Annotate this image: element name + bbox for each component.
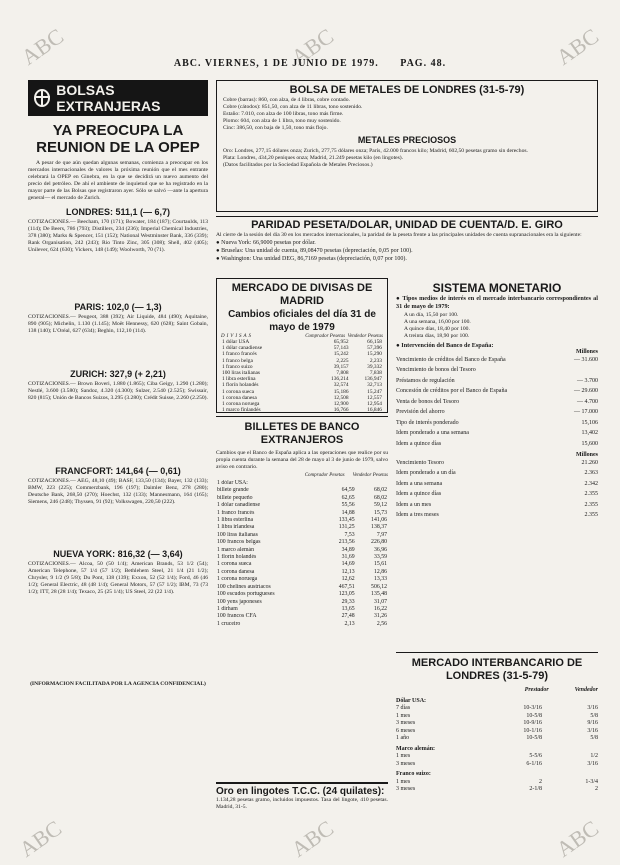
divisas-currency: 1 dólar canadiense <box>222 345 263 352</box>
divisas-currency: 1 florín holandés <box>222 382 259 389</box>
billetes-currency: 100 francos belgas <box>217 539 261 546</box>
billetes-sell: 33,59 <box>373 554 387 561</box>
intervencion-value: — 3.700 <box>577 377 598 384</box>
divisas-currency: 1 libra esterlina <box>222 376 256 383</box>
divisas-currency: 1 franco belga <box>222 357 253 364</box>
intervencion-value: 2.355 <box>584 512 598 518</box>
billetes-currency: billete grande <box>217 487 249 494</box>
intervencion-value: 15,600 <box>581 440 598 447</box>
billetes-sell: 141,06 <box>371 517 387 524</box>
billetes-sell <box>356 480 388 487</box>
intervencion-row <box>396 481 598 489</box>
divisas-buy: 2,225 <box>336 357 349 364</box>
billetes-row <box>216 591 388 598</box>
billetes-buy: 14,88 <box>341 509 355 516</box>
billetes-currency: 1 dólar canadiense <box>217 502 261 509</box>
running-head <box>0 58 620 69</box>
market-title-new-york: NUEVA YORK: 816,32 (— 3,64) <box>53 549 183 559</box>
billetes-buy: 14,69 <box>341 561 355 568</box>
divisas-currency: 100 liras italianas <box>222 370 261 377</box>
divisas-buy: 16,766 <box>333 407 349 413</box>
billetes-sell: 2,56 <box>376 620 387 627</box>
divisas-sell: 32,713 <box>367 382 382 389</box>
billetes-currency: 1 cruceiro <box>217 620 241 627</box>
billetes-row <box>216 599 388 606</box>
billetes-sell: 31,26 <box>373 613 387 620</box>
metales-box <box>216 80 598 212</box>
intervencion-value: — 31.600 <box>574 356 598 363</box>
interbancario-row <box>396 705 598 713</box>
market-title-frankfurt: FRANCFORT: 141,64 (— 0,61) <box>55 466 181 476</box>
interbancario-buy: 6-1/16 <box>526 760 542 767</box>
interbancario-term: 1 mes <box>396 712 411 719</box>
watermark-top-right: ABC <box>551 23 604 70</box>
interbancario-buy: 10-9/16 <box>523 720 542 726</box>
billetes-sell: 16,22 <box>373 605 387 612</box>
tipo-item: A treinta días, 18,90 por 100. <box>404 333 470 339</box>
watermark-top-center: ABC <box>286 23 339 70</box>
divisas-sell: 57,396 <box>367 345 382 352</box>
interbancario-sell: 1-3/4 <box>585 778 598 785</box>
intervencion-row <box>396 502 598 510</box>
divisas-buy: 57,143 <box>333 345 349 352</box>
interbancario-col-buy: Prestador <box>524 687 549 693</box>
billetes-row <box>216 576 388 583</box>
intervencion-label: Idem a tres meses <box>396 512 439 518</box>
divisas-buy: 12,900 <box>333 401 349 408</box>
divisas-buy: 15,242 <box>333 351 349 358</box>
billetes-buy: 12,13 <box>341 568 355 575</box>
divisas-col-buy: Comprador Pesetas <box>305 334 346 339</box>
tipos-list <box>396 312 598 340</box>
billetes-buy: 62,65 <box>341 494 355 501</box>
interbancario-sell: 9/16 <box>587 720 598 726</box>
billetes-row <box>216 554 388 561</box>
billetes-buy: 29,33 <box>341 598 355 605</box>
billetes-row <box>216 480 388 487</box>
metales-line-5: Cinc: 386,50, con baja de 1,50, tono más flojo. <box>223 125 328 131</box>
intervencion-row <box>396 430 598 438</box>
billetes-currency: billete pequeño <box>217 494 253 501</box>
interbancario-section <box>396 652 598 832</box>
tipo-item: A un día, 15,50 por 100. <box>404 312 459 318</box>
intervencion-value: — 17.000 <box>574 409 598 415</box>
metales-line-3: Estaño: 7.010, con alza de 100 libras, tono más firme. <box>223 111 344 117</box>
divisas-currency: 1 franco francés <box>222 351 257 358</box>
watermark-top-left: ABC <box>16 23 69 70</box>
intervencion-value: — 29.600 <box>574 388 598 394</box>
interbancario-sell: 3/16 <box>587 705 598 711</box>
billetes-buy: 27,48 <box>341 613 355 620</box>
paridad-section <box>216 216 598 272</box>
tipos-title: ● Tipos medios de interés en el mercado interbancario correspondientes al 31 de mayo de 1979: <box>396 295 598 310</box>
intervencion-value: 21.260 <box>581 459 598 466</box>
divisas-sell: 15,290 <box>367 351 382 358</box>
paridad-item-2: ● Bruselas: Una unidad de cuenta, 89,08470 pesetas (depreciación, 0,05 por 100). <box>216 248 413 254</box>
intervencion-label: Venta de bonos del Tesoro <box>396 398 460 405</box>
divisas-buy: 39,157 <box>333 363 349 370</box>
interbancario-buy: 5-5/6 <box>529 753 542 759</box>
intro-paragraph: A pesar de que aún quedan algunas semanas, comienza a preocupar en los mercados internacionales de valores la próxima reunión que el mes entrante celebrará la OPEP en Ginebra, en la que se decidirá un nuevo aumento del precio del petróleo. De ahí el ambiente de inquietud que se ha registrado en la mayor parte de las Bolsas que registraron ayer. Sólo se salvó —ante la apertura general— el mercado de Zurich. <box>28 160 208 201</box>
intervencion-row <box>396 399 598 407</box>
intervencion-title-text: Intervención del Banco de España: <box>401 342 494 349</box>
paridad-item-3-text: Washington: Una unidad DEG, 86,7169 pesetas (depreciación, 0,07 por 100). <box>221 256 407 262</box>
interbancario-row <box>396 735 598 743</box>
oro-title: Oro en lingotes T.C.C. (24 quilates): <box>216 782 388 797</box>
billetes-sell: 68,02 <box>373 487 387 494</box>
paridad-title: PARIDAD PESETA/DOLAR, UNIDAD DE CUENTA/D. E. GIRO <box>216 216 598 232</box>
divisas-table <box>221 339 383 413</box>
interbancario-buy: 2 <box>539 778 542 785</box>
billetes-buy: 64,59 <box>341 487 355 494</box>
interbancario-buy: 10-3/16 <box>523 705 542 711</box>
intervencion-label: Idem a una semana <box>396 480 443 487</box>
section-label: BOLSAS EXTRANJERAS <box>56 82 161 114</box>
section-label-bar <box>28 80 208 116</box>
divisas-currency: 1 marco finlandés <box>222 407 261 413</box>
intervencion-row <box>396 441 598 449</box>
intervencion-label: Idem ponderado a un día <box>396 470 456 476</box>
oro-section <box>216 782 388 832</box>
billetes-row <box>216 502 388 509</box>
billetes-currency: 100 liras italianas <box>217 531 258 538</box>
interbancario-buy: 10-5/8 <box>526 712 542 719</box>
interbancario-term: 1 año <box>396 735 410 741</box>
billetes-buy: 213,56 <box>338 539 355 546</box>
divisas-sell: 12,557 <box>367 394 382 401</box>
billetes-currency: 1 libra esterlina <box>217 517 254 524</box>
billetes-sell: 7,97 <box>376 531 387 538</box>
divisas-sell: 136,947 <box>364 376 382 383</box>
divisas-currency: 1 corona sueca <box>222 388 255 395</box>
interbancario-buy: 2-1/8 <box>529 786 542 792</box>
interbancario-buy: 10-5/8 <box>526 735 542 741</box>
left-column <box>28 80 208 840</box>
market-body-new-york: COTIZACIONES.— Alcoa, 50 (50 1/4); American Brands, 53 1/2 (54); American Telephone, 57 1/4 (57 1/2); Bethlehem Steel, 21 1/4 (21 1/2); Chrysler, 9 1/2 (9 5/8); Du Pont, 138 (139); Exxon, 52 (52 1/4); Ford, 46 (46 1/2); General Electric, 48 (48 1/4); General Motors, 57 (57 1/2); IBM, 73 (73 1/2); ITT, 28 (28 1/4); Texaco, 25 (25 1/4); US Steel, 22 (22 1/4). <box>28 561 208 595</box>
intervencion-label: Idem a quince días <box>396 440 442 447</box>
billetes-sell: 31,07 <box>373 598 387 605</box>
divisas-subtitle: Cambios oficiales del día 31 de mayo de 1979 <box>228 309 376 333</box>
interbancario-header <box>396 687 598 695</box>
interbancario-buy: 10-1/16 <box>523 727 542 734</box>
interbancario-title: MERCADO INTERBANCARIO DE LONDRES (31-5-79) <box>396 652 598 683</box>
billetes-row <box>216 621 388 628</box>
interbancario-row <box>396 728 598 736</box>
divisas-buy: 7,808 <box>336 370 349 377</box>
billetes-row <box>216 524 388 531</box>
billetes-sell: 15,61 <box>373 561 387 568</box>
intervencion-title: ● Intervención del Banco de España: <box>396 342 494 349</box>
paridad-item-1-text: Nueva York: 66,9000 pesetas por dólar. <box>221 240 316 246</box>
billetes-sell: 12,86 <box>373 568 387 575</box>
billetes-currency: 100 yens japoneses <box>217 598 262 605</box>
billetes-buy: 467,51 <box>338 583 355 590</box>
billetes-buy: 7,53 <box>344 531 355 538</box>
billetes-header <box>216 473 388 478</box>
preciosos-source: (Datos facilitados por la Sociedad Española de Metales Preciosos.) <box>223 162 373 168</box>
intervencion-label: Concesión de créditos por el Banco de España <box>396 388 508 394</box>
divisas-box <box>216 278 388 413</box>
billetes-currency: 100 chelines austríacos <box>217 583 271 590</box>
sistema-section <box>396 282 598 644</box>
billetes-buy: 133,45 <box>338 517 355 524</box>
paridad-item-2-text: Bruselas: Una unidad de cuenta, 89,08470 pesetas (depreciación, 0,05 por 100). <box>221 248 413 254</box>
intervencion-row <box>396 409 598 417</box>
intervencion-value: 15,106 <box>581 419 598 426</box>
billetes-row <box>216 547 388 554</box>
intervencion-list <box>396 357 598 449</box>
billetes-currency: 1 corona sueca <box>217 561 252 568</box>
intervencion-label: Previsión del ahorro <box>396 409 445 415</box>
intervencion-row <box>396 491 598 499</box>
billetes-buy: 34,89 <box>341 546 355 553</box>
billetes-currency: 1 franco francés <box>217 509 255 516</box>
interbancario-sell: 5/8 <box>590 712 598 719</box>
interbancario-groups <box>396 698 598 794</box>
intervencion-row <box>396 512 598 520</box>
billetes-sell: 135,48 <box>371 591 387 598</box>
billetes-row <box>216 517 388 524</box>
intervencion-row <box>396 420 598 428</box>
divisas-buy: 136,214 <box>331 376 349 383</box>
interbancario-row <box>396 720 598 728</box>
divisas-col-label: DIVISAS <box>221 334 254 339</box>
billetes-row <box>216 487 388 494</box>
watermark-bottom-right: ABC <box>551 815 604 862</box>
paridad-item-1: ● Nueva York: 66,9000 pesetas por dólar. <box>216 240 316 246</box>
billetes-buy: 55,56 <box>341 502 355 509</box>
globe-icon <box>34 89 50 107</box>
interbancario-row <box>396 753 598 761</box>
billetes-currency: 1 corona noruega <box>217 576 258 583</box>
billetes-currency: 1 dólar USA: <box>217 480 248 486</box>
billetes-row <box>216 495 388 502</box>
intervencion-row <box>396 470 598 478</box>
billetes-sell: 36,96 <box>373 546 387 553</box>
interbancario-term: 1 mes <box>396 753 411 759</box>
billetes-row <box>216 539 388 546</box>
market-body-london: COTIZACIONES.— Beecham, 170 (171); Bowater, 184 (187); Courtaulds, 113 (114); De Beers, 786 (793); Distillers, 234 (236); Imperial Chemical Industries, 378 (380); Marks & Spencer, 151 (152); National Westminster Bank, 336 (339); Rank Organisation, 242 (243); Rio Tinto Zinc, 305 (308); Shell, 402 (405); Unilever, 624 (630); Vickers, 148 (149); Woolworth, 70 (71). <box>28 219 208 253</box>
divisas-currency: 1 franco suizo <box>222 363 253 370</box>
intervencion-row <box>396 357 598 365</box>
billetes-currency: 1 florín holandés <box>217 554 257 561</box>
divisas-sell: 39,332 <box>367 363 382 370</box>
divisas-row <box>221 407 383 413</box>
billetes-row <box>216 569 388 576</box>
billetes-currency: 1 libra irlandesa <box>217 524 255 531</box>
billetes-buy: 123,05 <box>338 591 355 598</box>
interbancario-col-sell: Vendedor <box>574 687 598 693</box>
billetes-buy: 31,69 <box>341 554 355 561</box>
billetes-col-sell: Vendedor Pesetas <box>352 473 388 478</box>
billetes-col-buy: Comprador Pesetas <box>304 473 345 478</box>
interbancario-group-name: Franco suizo: <box>396 771 431 777</box>
watermark-bottom-center: ABC <box>286 815 339 862</box>
unit-row <box>396 349 598 357</box>
interbancario-group-name: Marco alemán: <box>396 745 436 752</box>
divisas-currency: 1 dólar USA <box>222 339 250 345</box>
market-title-zurich: ZURICH: 327,9 (+ 2,21) <box>70 369 166 379</box>
intervencion-value: 2.355 <box>584 491 598 497</box>
billetes-currency: 100 francos CFA <box>217 613 257 620</box>
preciosos-title: METALES PRECIOSOS <box>357 135 457 145</box>
intervencion-label: Vencimiento Tesoro <box>396 459 444 466</box>
billetes-row <box>216 532 388 539</box>
source-footer: (INFORMACION FACILITADA POR LA AGENCIA CONFIDENCIAL) <box>30 681 206 687</box>
billetes-buy <box>323 480 355 487</box>
billetes-sell: 68,02 <box>373 494 387 501</box>
interbancario-term: 3 meses <box>396 760 416 767</box>
oro-body: 1.134,28 pesetas gramo, incluidos impuestos. Tasa del lingote, 410 pesetas. Madrid, 31-5. <box>216 797 388 810</box>
market-body-paris: COTIZACIONES.— Peugeot, 388 (392); Air Liquide, 484 (490); Aquitaine, 890 (905); Michelin, 1.130 (1.145); Moët Hennessy, 620 (628); Saint Gobain, 138 (140); L'Oréal, 627 (634); Beghin, 112,10 (114). <box>28 314 208 334</box>
interbancario-sell: 3/16 <box>587 760 598 767</box>
billetes-row <box>216 510 388 517</box>
billetes-table <box>216 480 388 628</box>
divisas-currency: 1 corona danesa <box>222 394 257 401</box>
divisas-sell: 7,838 <box>369 370 382 377</box>
billetes-sell: 226,80 <box>371 539 387 546</box>
divisas-currency: 1 corona noruega <box>222 401 260 408</box>
interbancario-term: 6 meses <box>396 727 416 734</box>
divisas-title: MERCADO DE DIVISAS DE MADRID <box>231 282 373 307</box>
intervencion-value: 2.363 <box>584 470 598 476</box>
preciosos-oro: Oro: Londres, 277,15 dólares onza; Zurich, 277,75 dólares onza; París, 42.000 francos kilo; Madrid, 602,50 pesetas gramo sin derechos. <box>223 148 528 154</box>
tipo-item: A una semana, 16,00 por 100. <box>404 319 471 325</box>
unit-label-2: Millones <box>576 452 598 458</box>
intervencion-value: 2.355 <box>584 501 598 508</box>
unit-row-2 <box>396 452 598 460</box>
billetes-sell: 15,73 <box>373 509 387 516</box>
billetes-currency: 1 corona danesa <box>217 568 255 575</box>
intervencion-value: — 4.700 <box>577 398 598 405</box>
interbancario-row <box>396 786 598 794</box>
market-title-london: LONDRES: 511,1 (— 6,7) <box>65 207 171 217</box>
billetes-sell: 506,12 <box>371 583 387 590</box>
intervencion-row <box>396 367 598 375</box>
billetes-buy: 2,13 <box>344 620 355 627</box>
divisas-sell: 16,846 <box>367 407 382 413</box>
interbancario-sell: 2 <box>595 786 598 792</box>
metales-line-1: Cobre (barras): 860, con alza, de 4 libras, cobre contado. <box>223 97 350 103</box>
interbancario-group-name: Dólar USA: <box>396 697 427 704</box>
paridad-intro: Al cierre de la sesión del día 30 en los mercados internacionales, la paridad de la peseta frente a las principales unidades de cuenta supranacionales era la siguiente: <box>216 232 582 238</box>
intervencion-label: Vencimiento de créditos del Banco de España <box>396 356 506 363</box>
billetes-buy: 12,62 <box>341 576 355 583</box>
billetes-currency: 100 escudos portugueses <box>217 591 275 598</box>
headline: YA PREOCUPA LA REUNION DE LA OPEP <box>36 122 200 156</box>
divisas-sell: 12,954 <box>367 401 382 408</box>
intervencion-value: 13,402 <box>581 430 598 436</box>
tipos-title-text: Tipos medios de interés en el mercado interbancario correspondientes al 31 de mayo de 1979: <box>396 295 598 310</box>
watermark-bottom-left: ABC <box>14 815 67 862</box>
tipo-item: A quince días, 18,40 por 100. <box>404 326 470 332</box>
sistema-title: SISTEMA MONETARIO <box>432 282 562 295</box>
paridad-item-3: ● Washington: Una unidad DEG, 86,7169 pesetas (depreciación, 0,07 por 100). <box>216 256 407 262</box>
interbancario-row <box>396 713 598 721</box>
billetes-row <box>216 584 388 591</box>
billetes-row <box>216 606 388 613</box>
interbancario-row <box>396 761 598 769</box>
divisas-buy: 65,952 <box>333 339 349 345</box>
metales-title: BOLSA DE METALES DE LONDRES (31-5-79) <box>289 84 525 96</box>
metales-line-2: Cobre (cátodos): 851,50, con alza de 11 libras, tono sostenido. <box>223 104 363 110</box>
billetes-section <box>216 416 388 776</box>
billetes-currency: 1 dirham <box>217 605 238 612</box>
interbancario-term: 7 días <box>396 705 411 711</box>
interbancario-sell: 5/8 <box>590 735 598 741</box>
intervencion-row <box>396 378 598 386</box>
divisas-buy: 32,574 <box>333 382 349 389</box>
divisas-col-sell: Vendedor Pesetas <box>347 334 383 339</box>
divisas-sell: 2,233 <box>369 357 382 364</box>
interbancario-term: 3 meses <box>396 786 416 792</box>
metales-line-4: Plomo: 604, con alza de 1 libra, tono muy sostenido. <box>223 118 341 124</box>
intervencion-row <box>396 460 598 468</box>
unit-label: Millones <box>576 349 598 355</box>
intervencion-value: 2.342 <box>584 480 598 487</box>
billetes-row <box>216 613 388 620</box>
intervencion-label: Tipo de interés ponderado <box>396 419 459 426</box>
billetes-buy: 131,25 <box>338 524 355 531</box>
page-number: PAG. 48. <box>400 58 447 69</box>
billetes-title: BILLETES DE BANCO EXTRANJEROS <box>216 416 388 447</box>
billetes-sell: 59,12 <box>373 502 387 509</box>
billetes-buy: 13,65 <box>341 605 355 612</box>
interbancario-term: 1 mes <box>396 778 411 785</box>
intervencion-label: Vencimiento de bonos del Tesoro <box>396 367 476 373</box>
interbancario-row <box>396 779 598 787</box>
divisas-sell: 66,158 <box>367 339 382 345</box>
divisas-sell: 15,247 <box>367 388 382 395</box>
divisas-buy: 12,508 <box>333 394 349 401</box>
billetes-row <box>216 561 388 568</box>
billetes-intro: Cambios que el Banco de España aplica a las operaciones que realice por su propia cuenta durante la semana del 28 de mayo al 3 de junio de 1979, salvo aviso en contrario. <box>216 450 388 470</box>
intervencion-label: Idem a quince días <box>396 491 442 497</box>
intervencion-label: Idem a un mes <box>396 501 432 508</box>
interbancario-sell: 3/16 <box>587 727 598 734</box>
billetes-sell: 138,37 <box>371 524 387 531</box>
intervencion-row <box>396 388 598 396</box>
market-body-zurich: COTIZACIONES.— Brown Boveri, 1.880 (1.865); Ciba Geigy, 1.290 (1.280); Nestlé, 3.600 (3.580); Sandoz, 4.320 (4.300); Sulzer, 2.540 (2.525); Swissair, 820 (815); Unión de Bancos Suizos, 3.295 (3.280); Crédit Suisse, 2.260 (2.250). <box>28 381 208 401</box>
market-body-frankfurt: COTIZACIONES.— AEG, 48,10 (49); BASF, 133,50 (134); Bayer, 132 (133); BMW, 223 (225); Commerzbank, 196 (197); Daimler Benz, 278 (280); Deutsche Bank, 268,50 (270); Hoechst, 132 (133); Mannesmann, 164 (165); Siemens, 246 (248); Thyssen, 91 (92); Volkswagen, 220,50 (222). <box>28 478 208 505</box>
billetes-currency: 1 marco alemán <box>217 546 255 553</box>
interbancario-term: 3 meses <box>396 720 416 726</box>
market-title-paris: PARIS: 102,0 (— 1,3) <box>74 302 162 312</box>
billetes-sell: 13,33 <box>373 576 387 583</box>
running-head-text: ABC. VIERNES, 1 DE JUNIO DE 1979. <box>173 58 379 69</box>
intervencion-label: Préstamos de regulación <box>396 377 455 384</box>
preciosos-plata: Plata: Londres, 434,20 peniques onza; Madrid, 21.249 pesetas kilo (en lingotes). <box>223 155 404 161</box>
interbancario-sell: 1/2 <box>590 753 598 759</box>
intervencion-label: Idem ponderado a una semana <box>396 430 469 436</box>
intervencion-list-2 <box>396 460 598 520</box>
divisas-buy: 15,186 <box>333 388 349 395</box>
